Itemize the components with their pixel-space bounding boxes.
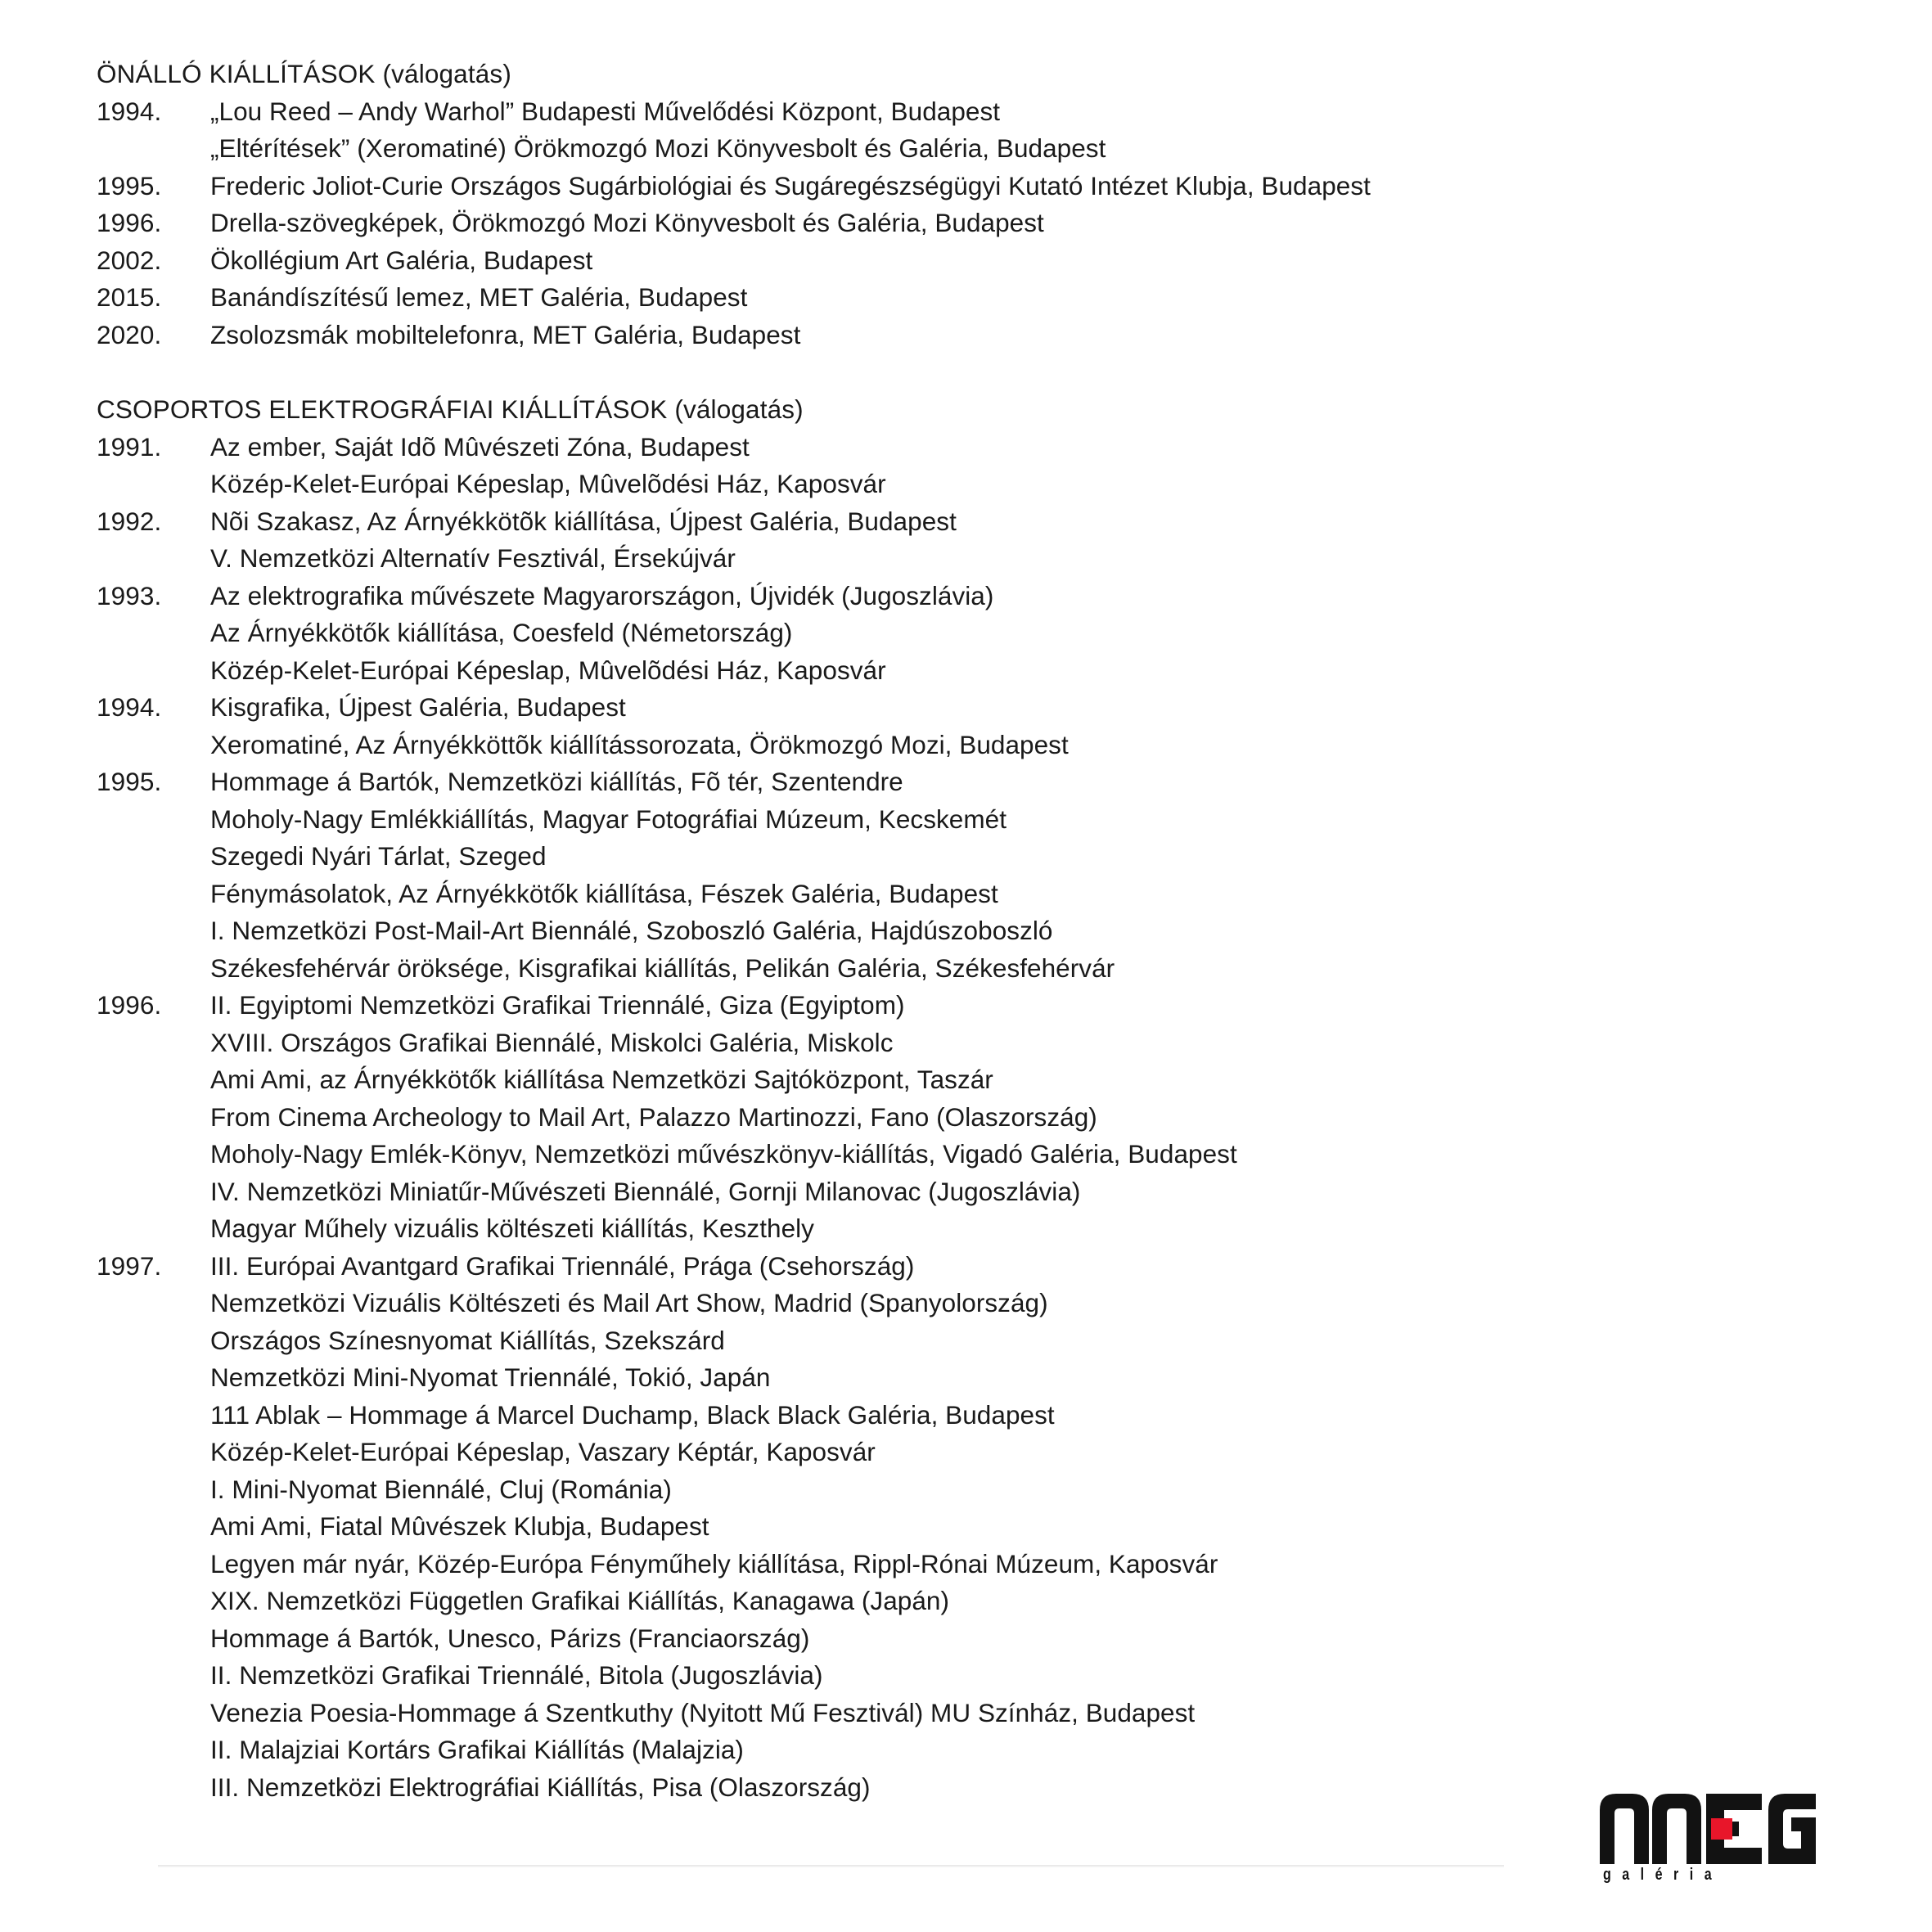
exhibition-entry [97,1620,1831,1658]
entry-text: Székesfehérvár öröksége, Kisgrafikai kiállítás, Pelikán Galéria, Székesfehérvár [210,952,1115,983]
entry-text: Moholy-Nagy Emlék-Könyv, Nemzetközi művészkönyv-kiállítás, Vigadó Galéria, Budapest [210,1139,1237,1169]
exhibition-entry [97,801,1831,839]
entry-text: IV. Nemzetközi Miniatűr-Művészeti Biennálé, Gornji Milanovac (Jugoszlávia) [210,1176,1081,1206]
entry-year: 1995. [97,767,162,796]
section-spacer [97,354,1831,391]
entry-year: 2002. [97,245,162,275]
exhibition-entry [97,1099,1831,1137]
entry-year: 1992. [97,506,162,536]
exhibition-entry [97,1732,1831,1769]
exhibition-entry [97,763,1831,801]
entry-year: 1993. [97,580,162,610]
exhibition-entry [97,689,1831,727]
exhibition-entry [97,540,1831,578]
entry-text: Nemzetközi Vizuális Költészeti és Mail Art Show, Madrid (Spanyolország) [210,1288,1048,1317]
entry-text: Az ember, Saját Idõ Mûvészeti Zóna, Budapest [210,431,750,462]
entry-text: Legyen már nyár, Közép-Európa Fényműhely kiállítása, Rippl-Rónai Múzeum, Kaposvár [210,1548,1218,1578]
footer-divider [158,1865,1504,1867]
exhibition-entry [97,242,1831,280]
exhibition-entry [97,615,1831,652]
entry-text: From Cinema Archeology to Mail Art, Palazzo Martinozzi, Fano (Olaszország) [210,1101,1097,1132]
entry-text: Banándíszítésű lemez, MET Galéria, Budapest [210,282,748,312]
entry-year: 1997. [97,1250,162,1281]
exhibition-entry [97,727,1831,764]
met-logo-icon [1598,1792,1817,1864]
exhibition-entry [97,1546,1831,1583]
met-galeria-logo [1598,1792,1817,1897]
entry-text: 111 Ablak – Hommage á Marcel Duchamp, Black Black Galéria, Budapest [210,1399,1055,1430]
entry-text: Közép-Kelet-Európai Képeslap, Mûvelõdési Ház, Kaposvár [210,469,886,498]
logo-subtitle: galéria [1603,1866,1723,1884]
entry-text: Ökollégium Art Galéria, Budapest [210,245,593,275]
entry-text: Közép-Kelet-Európai Képeslap, Mûvelõdési Ház, Kaposvár [210,655,886,685]
logo-mark [1598,1792,1817,1864]
entry-year: 1995. [97,170,162,200]
exhibition-entry [97,168,1831,205]
exhibition-entry [97,1434,1831,1471]
entry-text: „Lou Reed – Andy Warhol” Budapesti Művelődési Központ, Budapest [210,96,1001,126]
entry-text: Fénymásolatok, Az Árnyékkötők kiállítása, Fészek Galéria, Budapest [210,878,998,908]
exhibition-entry [97,429,1831,466]
exhibition-entry [97,1359,1831,1397]
entry-text: I. Mini-Nyomat Biennálé, Cluj (Románia) [210,1474,672,1504]
entry-text: Közép-Kelet-Európai Képeslap, Vaszary Képtár, Kaposvár [210,1437,876,1466]
exhibition-entry [97,1285,1831,1322]
entry-text: Nõi Szakasz, Az Árnyékkötõk kiállítása, Újpest Galéria, Budapest [210,506,957,536]
section-solo-exhibitions [97,56,1831,354]
exhibition-entry [97,1061,1831,1099]
exhibition-entry [97,317,1831,354]
exhibition-entry [97,205,1831,242]
entry-text: Nemzetközi Mini-Nyomat Triennálé, Tokió, Japán [210,1362,771,1392]
entry-text: Ami Ami, Fiatal Mûvészek Klubja, Budapest [210,1511,709,1541]
entry-year: 1996. [97,208,162,237]
entry-text: Hommage á Bartók, Nemzetközi kiállítás, Fõ tér, Szentendre [210,767,903,796]
entry-text: XIX. Nemzetközi Független Grafikai Kiállítás, Kanagawa (Japán) [210,1586,950,1615]
entry-text: Az Árnyékkötők kiállítása, Coesfeld (Németország) [210,618,793,647]
entry-text: Hommage á Bartók, Unesco, Párizs (Franciaország) [210,1623,810,1653]
exhibition-entry [97,1210,1831,1248]
entry-text: „Eltérítések” (Xeromatiné) Örökmozgó Mozi Könyvesbolt és Galéria, Budapest [210,133,1106,163]
entry-text: Kisgrafika, Újpest Galéria, Budapest [210,692,626,722]
exhibition-entry [97,503,1831,541]
exhibition-entry [97,1397,1831,1434]
exhibition-entry [97,1471,1831,1509]
entry-year: 1994. [97,692,162,722]
entry-text: V. Nemzetközi Alternatív Fesztivál, Érsekújvár [210,543,736,573]
entry-text: Magyar Műhely vizuális költészeti kiállítás, Keszthely [210,1214,814,1243]
section-group-electrography-exhibitions [97,391,1831,1806]
entry-year: 2015. [97,282,162,312]
exhibition-entry [97,652,1831,690]
exhibition-entry [97,578,1831,615]
exhibition-entry [97,1583,1831,1620]
exhibition-entry [97,1657,1831,1695]
entry-text: Zsolozsmák mobiltelefonra, MET Galéria, Budapest [210,319,801,349]
section-heading: CSOPORTOS ELEKTROGRÁFIAI KIÁLLÍTÁSOK (válogatás) [97,394,804,424]
entry-text: II. Malajziai Kortárs Grafikai Kiállítás (Malajzia) [210,1735,744,1764]
entry-text: III. Európai Avantgard Grafikai Triennálé, Prága (Csehország) [210,1250,915,1281]
entry-year: 2020. [97,319,162,349]
exhibition-entry [97,950,1831,988]
section-heading: ÖNÁLLÓ KIÁLLÍTÁSOK (válogatás) [97,59,511,88]
entry-text: Drella-szövegképek, Örökmozgó Mozi Könyvesbolt és Galéria, Budapest [210,208,1044,237]
exhibition-entry [97,466,1831,503]
entry-year: 1994. [97,96,162,126]
exhibition-entry [97,1025,1831,1062]
exhibition-entry [97,1769,1831,1807]
exhibition-entry [97,1173,1831,1211]
exhibition-entry [97,130,1831,168]
entry-text: Országos Színesnyomat Kiállítás, Szekszárd [210,1325,725,1355]
entry-text: I. Nemzetközi Post-Mail-Art Biennálé, Szoboszló Galéria, Hajdúszoboszló [210,916,1053,945]
exhibition-entry [97,1248,1831,1286]
entry-text: Frederic Joliot-Curie Országos Sugárbiológiai és Sugáregészségügyi Kutató Intézet Klubja, Budapest [210,170,1371,200]
exhibition-entry [97,93,1831,131]
entry-text: Xeromatiné, Az Árnyékköttõk kiállítássorozata, Örökmozgó Mozi, Budapest [210,729,1069,759]
cv-content [97,56,1831,1806]
entry-text: Szegedi Nyári Tárlat, Szeged [210,841,547,871]
entry-year: 1991. [97,431,162,462]
exhibition-entry [97,1508,1831,1546]
entry-text: II. Nemzetközi Grafikai Triennálé, Bitola (Jugoszlávia) [210,1660,823,1690]
exhibition-entry [97,1136,1831,1173]
exhibition-entry [97,1322,1831,1360]
entry-year: 1996. [97,990,162,1020]
exhibition-entry [97,838,1831,876]
exhibition-entry [97,912,1831,950]
entry-text: Ami Ami, az Árnyékkötők kiállítása Nemzetközi Sajtóközpont, Taszár [210,1065,993,1094]
entry-text: XVIII. Országos Grafikai Biennálé, Miskolci Galéria, Miskolc [210,1027,894,1057]
entry-text: Venezia Poesia-Hommage á Szentkuthy (Nyitott Mű Fesztivál) MU Színház, Budapest [210,1697,1196,1727]
exhibition-entry [97,279,1831,317]
entry-text: III. Nemzetközi Elektrográfiai Kiállítás, Pisa (Olaszország) [210,1772,871,1802]
exhibition-entry [97,876,1831,913]
exhibition-entry [97,987,1831,1025]
entry-text: Az elektrografika művészete Magyarországon, Újvidék (Jugoszlávia) [210,580,994,610]
exhibition-entry [97,1695,1831,1732]
entry-text: II. Egyiptomi Nemzetközi Grafikai Triennálé, Giza (Egyiptom) [210,990,905,1020]
entry-text: Moholy-Nagy Emlékkiállítás, Magyar Fotográfiai Múzeum, Kecskemét [210,804,1007,834]
